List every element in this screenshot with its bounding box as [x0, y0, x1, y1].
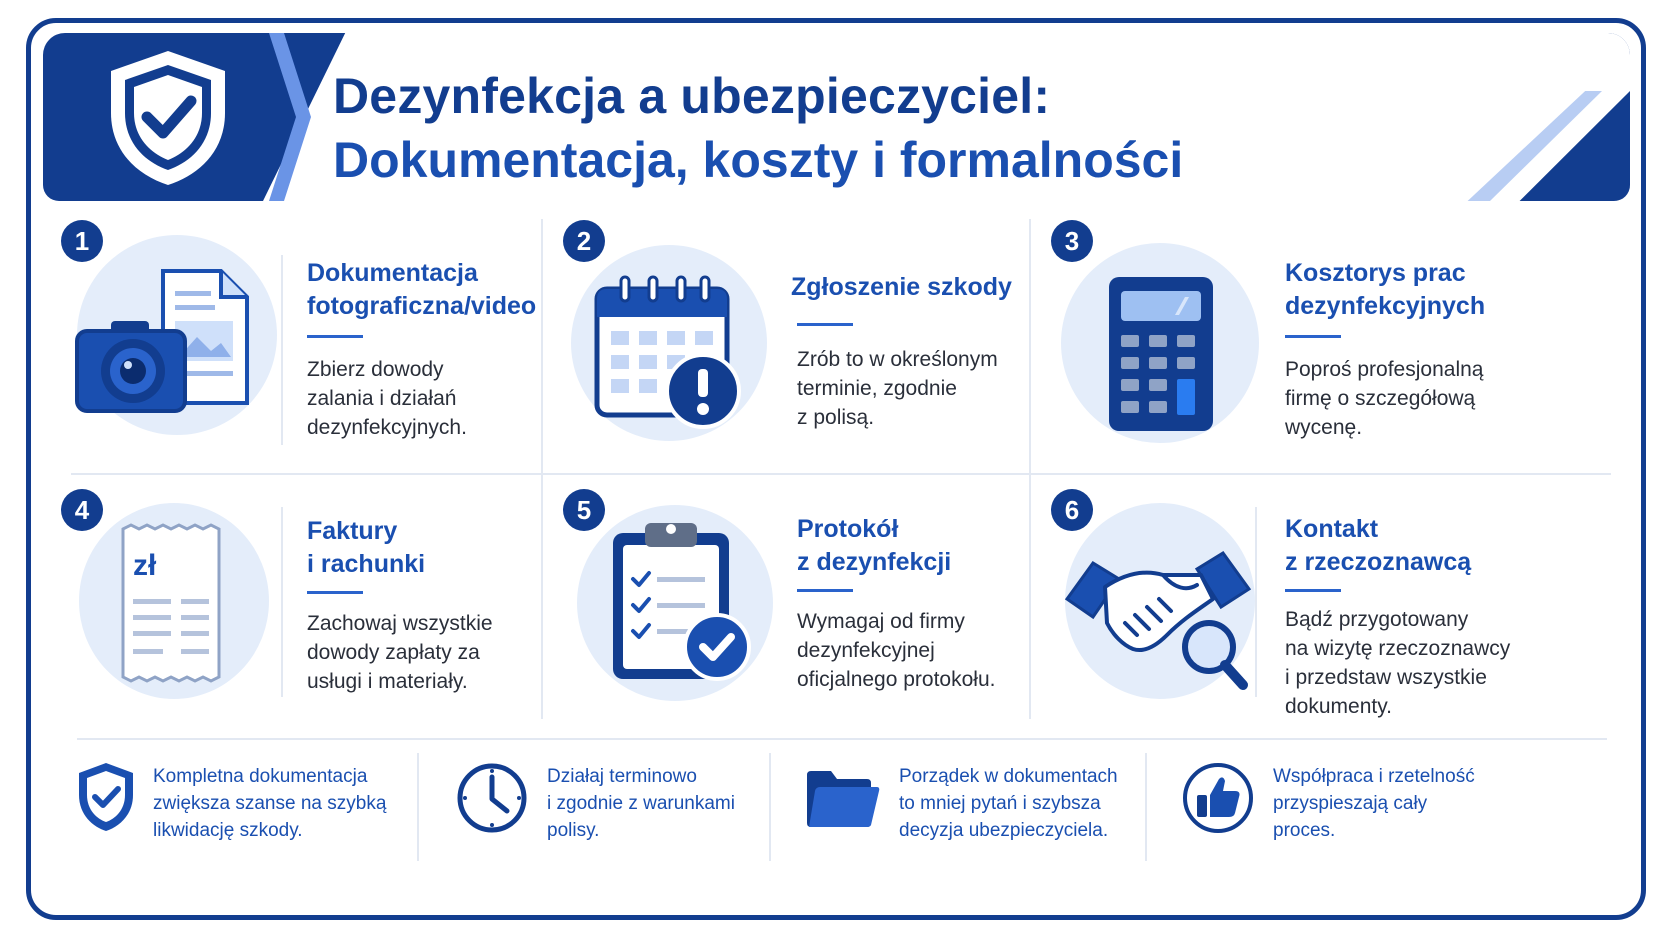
header-banner	[43, 33, 1630, 201]
step-3-title: Kosztorys prac dezynfekcyjnych	[1285, 259, 1486, 320]
footer-tip-4: Współpraca i rzetelność przyspieszają cały proces.	[1273, 766, 1475, 841]
step-2-title: Zgłoszenie szkody	[791, 273, 1012, 301]
footer-tip-1: Kompletna dokumentacja zwiększa szanse na szybką likwidację szkody.	[153, 766, 387, 841]
step-number: 3	[1051, 220, 1093, 262]
page-title-line1: Dezynfekcja a ubezpieczyciel:	[333, 68, 1051, 124]
step-6-title: Kontakt z rzeczoznawcą	[1285, 515, 1472, 576]
thumbs-up-icon	[1181, 761, 1255, 835]
page-title-line2: Dokumentacja, koszty i formalności	[333, 132, 1184, 188]
clock-icon	[455, 761, 529, 835]
infographic-frame	[26, 18, 1646, 920]
step-5-desc: Wymagaj od firmy dezynfekcyjnej oficjalnego protokołu.	[797, 610, 996, 691]
step-4-desc: Zachowaj wszystkie dowody zapłaty za usługi i materiały.	[307, 612, 493, 693]
shield-check-icon	[75, 761, 137, 833]
step-3-desc: Poproś profesjonalną firmę o szczegółową wycenę.	[1285, 358, 1484, 439]
camera-document-icon	[71, 263, 261, 423]
step-5-title: Protokół z dezynfekcji	[797, 515, 952, 576]
handshake-magnifier-icon	[1063, 539, 1253, 699]
receipt-icon	[119, 523, 223, 683]
step-number: 6	[1051, 489, 1093, 531]
step-number: 5	[563, 489, 605, 531]
step-number: 1	[61, 220, 103, 262]
folder-icon	[805, 767, 881, 829]
step-6-desc: Bądź przygotowany na wizytę rzeczoznawcy i przedstaw wszystkie dokumenty.	[1285, 608, 1511, 718]
step-number: 4	[61, 489, 103, 531]
step-1-desc: Zbierz dowody zalania i działań dezynfekcyjnych.	[307, 358, 467, 439]
calendar-alert-icon	[591, 273, 751, 433]
calculator-icon	[1105, 275, 1217, 435]
step-number: 2	[563, 220, 605, 262]
step-2-desc: Zrób to w określonym terminie, zgodnie z polisą.	[797, 348, 998, 429]
step-4-title: Faktury i rachunki	[307, 517, 426, 578]
shield-check-icon	[103, 47, 233, 189]
clipboard-check-icon	[607, 517, 757, 687]
step-1-title: Dokumentacja fotograficzna/video	[307, 259, 537, 320]
receipt-currency: zł	[133, 549, 157, 582]
footer-tip-2: Działaj terminowo i zgodnie z warunkami polisy.	[547, 766, 735, 841]
footer-tip-3: Porządek w dokumentach to mniej pytań i szybsza decyzja ubezpieczyciela.	[899, 766, 1118, 841]
